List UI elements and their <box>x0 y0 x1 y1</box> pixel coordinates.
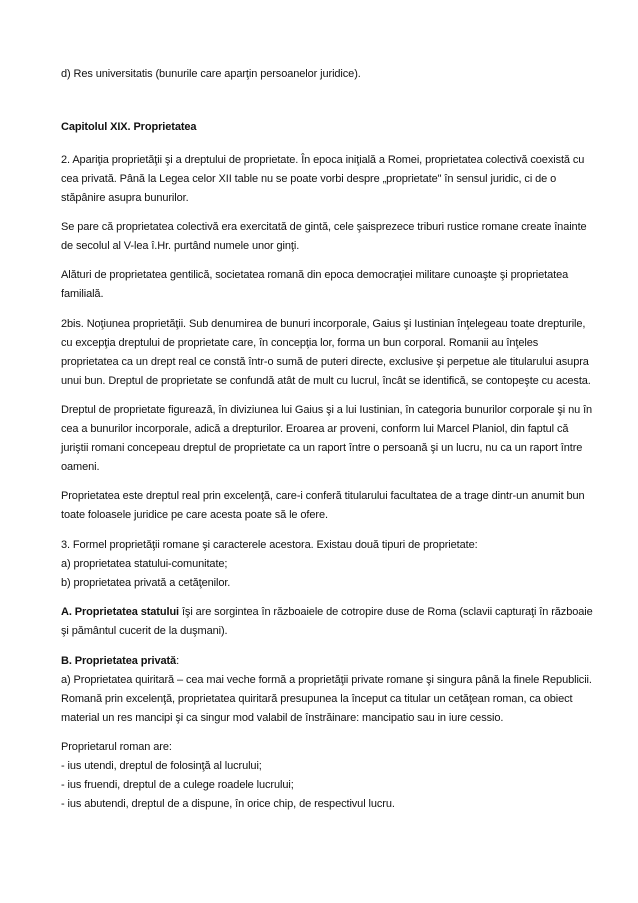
section-heading: B. Proprietatea privată <box>61 655 177 667</box>
paragraph-line: Alături de proprietatea gentilică, societatea romană din epoca democraţiei militare cunoaşte şi proprietatea <box>61 269 569 281</box>
paragraph-line: unui bun. Dreptul de proprietate se confundă atât de mult cu lucrul, încât se identifică, se contopeşte cu acesta. <box>61 375 591 387</box>
paragraph-line: 2. Apariţia proprietăţii şi a dreptului de proprietate. În epoca iniţială a Romei, proprietatea colectivă coexistă cu <box>61 154 585 166</box>
list-item: a) proprietatea statului-comunitate; <box>61 558 228 570</box>
list-item: - ius abutendi, dreptul de a dispune, în orice chip, de respectivul lucru. <box>61 798 395 810</box>
paragraph-line: stăpânire asupra bunurilor. <box>61 192 189 204</box>
paragraph-line: 3. Formel proprietăţii romane şi caracterele acestora. Existau două tipuri de proprietate: <box>61 539 478 551</box>
paragraph-line: material un res mancipi şi ca singur mod valabil de înstrăinare: mancipatio sau in iure cessio. <box>61 712 504 724</box>
paragraph-line: Dreptul de proprietate figurează, în diviziunea lui Gaius şi a lui Iustinian, în categoria bunurilor corporale şi nu în <box>61 404 593 416</box>
paragraph-line: şi pământul cucerit de la duşmani). <box>61 625 228 637</box>
paragraph-line <box>61 652 179 671</box>
paragraph-line: Proprietatea este dreptul real prin excelenţă, care-i conferă titularului facultatea de a trage dintr-un anumit bun <box>61 490 585 502</box>
paragraph-line: a) Proprietatea quiritară – cea mai veche formă a proprietăţii private romane şi singura până la finele Republicii. <box>61 674 592 686</box>
paragraph-line: Se pare că proprietatea colectivă era exercitată de gintă, cele şaisprezece triburi rustice romane create înainte <box>61 221 587 233</box>
paragraph-line: Romană prin excelenţă, proprietatea quiritară presupunea la început ca titular un cetăţean roman, ca obiect <box>61 693 573 705</box>
paragraph-line: proprietatea ca un drept real ce constă într-o sumă de puteri directe, exclusive şi perpetue ale titularului asupra <box>61 356 589 368</box>
paragraph-line: juriştii romani concepeau dreptul de proprietate ca un raport între o persoană şi un lucru, nu ca un raport între <box>61 442 583 454</box>
list-item: - ius utendi, dreptul de folosinţă al lucrului; <box>61 760 262 772</box>
paragraph-text: : <box>176 655 180 667</box>
list-item: b) proprietatea privată a cetăţenilor. <box>61 577 231 589</box>
paragraph-line: cu excepţia dreptului de proprietate care, în concepţia lor, forma un bun corporal. Romanii au înţeles <box>61 337 539 349</box>
paragraph-line: oameni. <box>61 461 100 473</box>
paragraph-line: de secolul al V-lea î.Hr. purtând numele unor ginţi. <box>61 240 300 252</box>
paragraph-line: d) Res universitatis (bunurile care aparţin persoanelor juridice). <box>61 68 361 80</box>
paragraph-line: familială. <box>61 288 104 300</box>
list-item: - ius fruendi, dreptul de a culege roadele lucrului; <box>61 779 294 791</box>
paragraph-line: 2bis. Noţiunea proprietăţii. Sub denumirea de bunuri incorporale, Gaius şi Iustinian înţelegeau toate drepturile, <box>61 318 586 330</box>
paragraph-line: cea a bunurilor incorporale, adică a drepturilor. Eroarea ar proveni, conform lui Marcel Planiol, din faptul că <box>61 423 569 435</box>
section-heading: A. Proprietatea statului <box>61 606 180 618</box>
chapter-title: Capitolul XIX. Proprietatea <box>61 121 197 133</box>
paragraph-line: cea privată. Până la Legea celor XII table nu se poate vorbi despre „proprietate" în sensul juridic, ci de o <box>61 173 557 185</box>
paragraph-line: Proprietarul roman are: <box>61 741 172 753</box>
paragraph-line <box>61 603 593 622</box>
paragraph-line: toate foloasele juridice pe care acesta poate să le ofere. <box>61 509 328 521</box>
paragraph-text: îşi are sorgintea în războaiele de cotropire duse de Roma (sclavii capturaţi în războaie <box>179 606 593 618</box>
